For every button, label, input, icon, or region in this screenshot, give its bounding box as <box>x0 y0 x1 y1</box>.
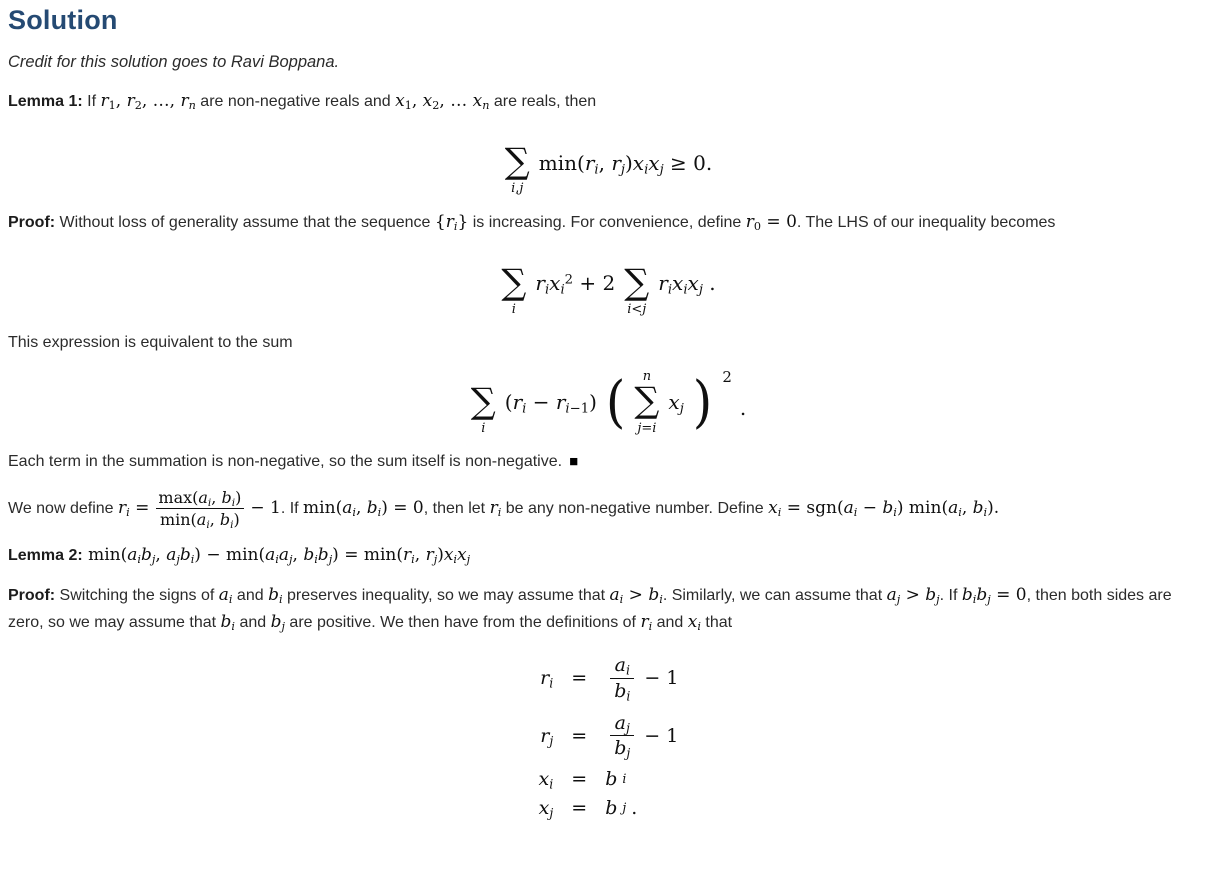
text-run: and <box>235 614 271 632</box>
equals-sign: = <box>571 667 588 690</box>
denominator: $\min(a_i$, $b_i$) <box>156 508 244 530</box>
inline-math: $r_i$ = <box>118 497 150 520</box>
denominator: $b_i$ <box>610 678 634 704</box>
summation <box>624 251 649 316</box>
text-run: We now define <box>8 499 118 517</box>
equation-body: $(r_i - r_{i-1})$ <box>504 390 597 418</box>
equation-body: $\min(r_i$, $r_j)x_ix_j \ge 0$. <box>538 150 713 178</box>
eq-lhs: $r_j$ <box>540 724 554 749</box>
inline-math: $a_i > b_i$ <box>609 584 663 607</box>
equation-body: $x_j$ <box>668 390 684 418</box>
inline-math: $r_i$ <box>640 612 653 634</box>
eq-lhs: $r_i$ <box>540 667 554 691</box>
sum-upper-limit: n <box>642 369 652 385</box>
inline-math: $b_ib_j = 0$ <box>961 584 1027 607</box>
text-run: is increasing. For convenience, define <box>468 214 746 232</box>
aligned-equations <box>8 653 1209 819</box>
fraction <box>610 653 634 704</box>
eq-rhs <box>605 711 678 762</box>
text-run: are reals, then <box>489 93 597 111</box>
proof2-label: Proof: <box>8 586 56 604</box>
eq-rhs: b j . <box>605 797 638 820</box>
text-run: preserves inequality, so we may assume that <box>282 586 610 604</box>
display-equation-2 <box>8 251 1209 316</box>
text-run: are non-negative reals and <box>195 93 396 111</box>
inline-math: − 1 <box>250 497 281 518</box>
text-run: , then let <box>423 499 490 517</box>
numerator: $\max(a_i$, $b_i$) <box>158 488 242 509</box>
inline-math: $b_j$ <box>270 612 285 634</box>
right-paren: ) <box>692 370 713 435</box>
text-run: . If <box>939 586 962 604</box>
lemma2-statement <box>8 542 1209 570</box>
credit-line: Credit for this solution goes to Ravi Boppana. <box>8 53 340 72</box>
equals-sign: = <box>571 768 588 791</box>
inline-math: $b_i$ <box>220 612 236 634</box>
inline-math: $\min(a_i$, $b_i) = 0$ <box>303 497 424 520</box>
equals-sign: = <box>571 724 588 747</box>
inline-math: $\{r_i\}$ <box>434 212 469 234</box>
sum-lower-limit: j=i <box>637 420 657 436</box>
proof1-label: Proof: <box>8 214 56 232</box>
proof2-paragraph <box>8 582 1209 637</box>
equation-period: . <box>739 396 747 421</box>
inline-math: $b_i$ <box>268 584 283 607</box>
text-run: that <box>700 614 733 632</box>
inline-math: $r_0 = 0$ <box>745 212 797 234</box>
text-run: . The LHS of our inequality becomes <box>796 214 1056 232</box>
summation <box>471 370 496 435</box>
inline-math: $a_i$ <box>218 584 233 607</box>
inline-math: $r_i$ <box>489 497 502 520</box>
left-paren: ( <box>605 370 626 435</box>
text-run: and <box>652 614 688 632</box>
inline-math: − 1 <box>644 667 679 690</box>
sigma-symbol: ∑ <box>624 262 650 303</box>
solution-title: Solution <box>8 5 118 35</box>
inline-math: $x_i = sgn(a_i - b_i)$ $\min(a_i$, $b_i$). <box>768 497 1000 520</box>
exponent: 2 <box>722 368 732 387</box>
sum-lower-limit: i <box>481 421 486 437</box>
sum-lower-limit: i,j <box>511 181 524 197</box>
text-run: and <box>232 586 269 604</box>
sigma-symbol: ∑ <box>470 381 496 422</box>
display-equation-3 <box>8 370 1209 435</box>
denominator: $b_j$ <box>610 735 634 761</box>
sigma-symbol: ∑ <box>634 381 660 422</box>
proof1-paragraph <box>8 209 1209 237</box>
lemma2-label: Lemma 2: <box>8 547 83 565</box>
text-run: If <box>82 93 101 111</box>
text-run: are positive. We then have from the definitions of <box>284 614 641 632</box>
define-paragraph <box>8 487 1209 530</box>
display-equation-1 <box>8 130 1209 195</box>
fraction <box>154 487 245 530</box>
summation <box>501 251 526 316</box>
equation-body: $r_ix_ix_j$ . <box>658 271 716 299</box>
sum-lower-limit: i<j <box>627 301 647 317</box>
text-run: . Similarly, we can assume that <box>662 586 887 604</box>
text-run: Each term in the summation is non-negative, so the sum itself is non-negative. <box>8 453 563 471</box>
sigma-symbol: ∑ <box>504 141 530 182</box>
eq-lhs: $x_j$ <box>538 797 554 821</box>
sigma-symbol: ∑ <box>501 262 527 303</box>
equation-body: $r_ix_i^2 + 2$ <box>535 271 616 299</box>
numerator: $a_i$ <box>614 653 630 678</box>
text-run: Switching the signs of <box>55 586 219 604</box>
inline-math: $x_i$ <box>687 612 701 634</box>
fraction <box>610 711 634 762</box>
lemma1-label: Lemma 1: <box>8 93 83 111</box>
qed-square-icon: ■ <box>569 453 579 471</box>
text-run: Without loss of generality assume that the sequence <box>55 214 435 232</box>
qed-paragraph <box>8 449 1209 475</box>
inline-math: $a_j > b_j$ <box>886 584 940 607</box>
summation <box>505 130 530 195</box>
inline-math: $r_1$, $r_2$, …, $r_n$ <box>100 91 196 113</box>
numerator: $a_j$ <box>614 711 630 736</box>
inline-math: $\min(a_ib_j$, $a_jb_i) - \min(a_ia_j$, $b_ib_j) = \min(r_i$, $r_j)x_ix_j$ <box>88 545 471 567</box>
lemma1-statement <box>8 88 1209 116</box>
inline-math: $x_1$, $x_2$, … $x_n$ <box>395 91 490 113</box>
equivalence-text: This expression is equivalent to the sum <box>8 333 293 351</box>
equals-sign: = <box>571 797 588 820</box>
text-run: . If <box>280 499 304 517</box>
summation <box>634 370 659 434</box>
text-run: be any non-negative number. Define <box>501 499 769 517</box>
eq-rhs: b i <box>605 768 627 791</box>
text-run: , then both sides are zero, so we may assume that <box>8 586 1172 632</box>
sum-lower-limit: i <box>511 301 516 317</box>
eq-lhs: $x_i$ <box>538 768 554 792</box>
eq-rhs <box>605 653 678 704</box>
inline-math: − 1 <box>644 724 679 747</box>
